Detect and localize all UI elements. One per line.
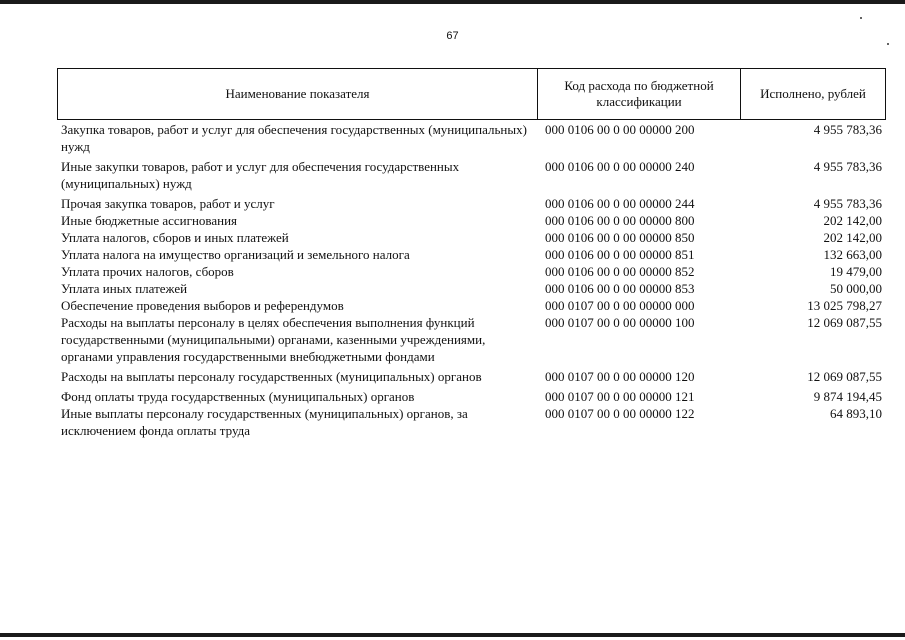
row-sum: 50 000,00	[830, 281, 882, 296]
table-row	[57, 212, 886, 229]
row-name: Расходы на выплаты персоналу государственных (муниципальных) органов	[61, 369, 482, 384]
row-code: 000 0106 00 0 00 00000 850	[545, 230, 695, 245]
row-sum: 12 069 087,55	[807, 315, 882, 330]
row-name: Закупка товаров, работ и услуг для обеспечения государственных (муниципальных) нужд	[61, 122, 527, 154]
row-name: Фонд оплаты труда государственных (муниципальных) органов	[61, 389, 415, 404]
header-name: Наименование показателя	[58, 69, 538, 119]
row-sum: 13 025 798,27	[807, 298, 882, 313]
row-name: Обеспечение проведения выборов и референдумов	[61, 298, 344, 313]
scan-speck	[860, 17, 862, 19]
table-row	[57, 368, 886, 388]
row-name: Уплата налога на имущество организаций и земельного налога	[61, 247, 410, 262]
top-border-line	[0, 0, 905, 4]
header-sum: Исполнено, рублей	[760, 86, 866, 101]
row-sum: 9 874 194,45	[813, 389, 882, 404]
row-code: 000 0106 00 0 00 00000 800	[545, 213, 695, 228]
row-name: Уплата прочих налогов, сборов	[61, 264, 234, 279]
row-name: Уплата иных платежей	[61, 281, 188, 296]
row-sum: 19 479,00	[830, 264, 882, 279]
table-row	[57, 388, 886, 405]
table-row	[57, 297, 886, 314]
table-row	[57, 229, 886, 246]
row-code: 000 0107 00 0 00 00000 122	[545, 406, 695, 421]
table-header	[57, 68, 886, 120]
scan-speck	[887, 43, 889, 45]
row-sum: 132 663,00	[823, 247, 882, 262]
table-row	[57, 158, 886, 195]
row-name: Прочая закупка товаров, работ и услуг	[61, 196, 275, 211]
page-number: 67	[446, 30, 459, 42]
row-sum: 12 069 087,55	[807, 369, 882, 384]
row-name: Иные бюджетные ассигнования	[61, 213, 238, 228]
row-name: Уплата налогов, сборов и иных платежей	[61, 230, 289, 245]
table-row	[57, 263, 886, 280]
row-name: Иные закупки товаров, работ и услуг для обеспечения государственных (муниципальных) нужд	[61, 159, 460, 191]
table-row	[57, 246, 886, 263]
row-code: 000 0106 00 0 00 00000 853	[545, 281, 695, 296]
table-row	[57, 195, 886, 212]
row-code: 000 0106 00 0 00 00000 244	[545, 196, 695, 211]
row-name: Иные выплаты персоналу государственных (муниципальных) органов, за исключением фонда оплаты труда	[61, 406, 468, 438]
row-name: Расходы на выплаты персоналу в целях обеспечения выполнения функций государственными (муниципальными) органами, казенными учреждениями, органами управления государственными внебюджетными фондами	[61, 315, 486, 364]
row-code: 000 0106 00 0 00 00000 851	[545, 247, 695, 262]
row-code: 000 0106 00 0 00 00000 240	[545, 159, 695, 174]
row-code: 000 0106 00 0 00 00000 852	[545, 264, 695, 279]
row-sum: 4 955 783,36	[813, 159, 882, 174]
table-row	[57, 405, 886, 442]
bottom-border-line	[0, 633, 905, 637]
row-sum: 4 955 783,36	[813, 122, 882, 137]
row-sum: 202 142,00	[823, 230, 882, 245]
row-code: 000 0106 00 0 00 00000 200	[545, 122, 695, 137]
row-code: 000 0107 00 0 00 00000 121	[545, 389, 695, 404]
row-sum: 4 955 783,36	[813, 196, 882, 211]
table-row	[57, 280, 886, 297]
row-code: 000 0107 00 0 00 00000 000	[545, 298, 695, 313]
header-code: Код расхода по бюджетной классификации	[538, 69, 741, 119]
table-body	[57, 121, 886, 442]
table-row	[57, 314, 886, 368]
row-sum: 202 142,00	[823, 213, 882, 228]
row-code: 000 0107 00 0 00 00000 100	[545, 315, 695, 330]
row-sum: 64 893,10	[830, 406, 882, 421]
row-code: 000 0107 00 0 00 00000 120	[545, 369, 695, 384]
table-row	[57, 121, 886, 158]
